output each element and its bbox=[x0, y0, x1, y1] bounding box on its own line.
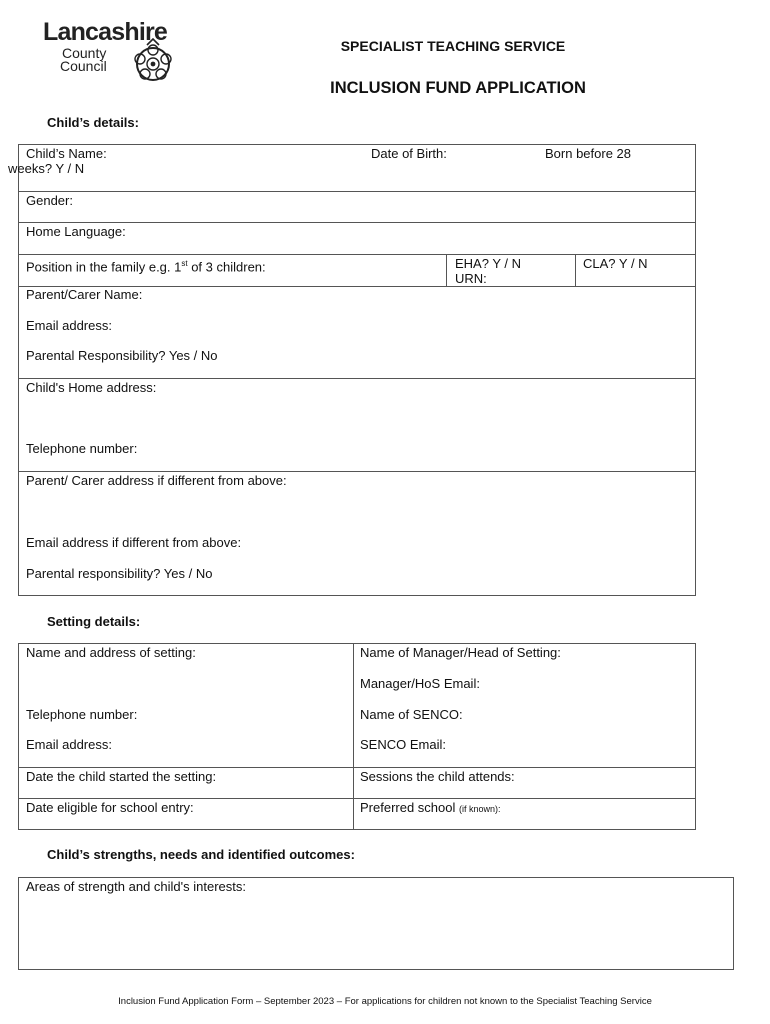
logo-wordmark: Lancashire bbox=[43, 18, 168, 46]
child-details-heading: Child’s details: bbox=[47, 115, 139, 130]
parental-responsibility-field[interactable]: Parental Responsibility? Yes / No bbox=[26, 348, 218, 363]
manager-email-field[interactable]: Manager/HoS Email: bbox=[360, 676, 480, 691]
senco-email-field[interactable]: SENCO Email: bbox=[360, 737, 446, 752]
urn-field[interactable]: URN: bbox=[455, 271, 487, 286]
form-title: INCLUSION FUND APPLICATION bbox=[330, 79, 586, 97]
telephone-field[interactable]: Telephone number: bbox=[26, 441, 138, 456]
setting-details-heading: Setting details: bbox=[47, 614, 141, 629]
born-before-28-label: Born before 28 bbox=[545, 146, 632, 161]
parent-carer-name-field[interactable]: Parent/Carer Name: bbox=[26, 287, 143, 302]
sessions-field[interactable]: Sessions the child attends: bbox=[360, 769, 515, 784]
organisation-name: SPECIALIST TEACHING SERVICE bbox=[340, 38, 566, 54]
strengths-heading: Child’s strengths, needs and identified outcomes: bbox=[47, 847, 355, 862]
home-address-field[interactable]: Child's Home address: bbox=[26, 380, 157, 395]
setting-email-field[interactable]: Email address: bbox=[26, 737, 112, 752]
areas-of-strength-field[interactable]: Areas of strength and child's interests: bbox=[26, 879, 246, 894]
gender-field[interactable]: Gender: bbox=[26, 193, 73, 208]
family-position-field[interactable]: Position in the family e.g. 1st of 3 children: bbox=[26, 259, 266, 275]
carer-email-field[interactable]: Email address if different from above: bbox=[26, 535, 242, 550]
carer-parental-responsibility-field[interactable]: Parental responsibility? Yes / No bbox=[26, 566, 213, 581]
cla-field[interactable]: CLA? Y / N bbox=[583, 256, 648, 271]
date-of-birth-field[interactable]: Date of Birth: bbox=[371, 146, 447, 161]
born-before-28-weeks-field[interactable]: weeks? Y / N bbox=[8, 161, 85, 176]
senco-name-field[interactable]: Name of SENCO: bbox=[360, 707, 463, 722]
logo-sub-council: Council bbox=[60, 58, 107, 74]
preferred-school-field[interactable]: Preferred school (if known): bbox=[360, 800, 501, 815]
start-date-field[interactable]: Date the child started the setting: bbox=[26, 769, 217, 784]
setting-telephone-field[interactable]: Telephone number: bbox=[26, 707, 138, 722]
carer-address-field[interactable]: Parent/ Carer address if different from above: bbox=[26, 473, 287, 488]
home-language-field[interactable]: Home Language: bbox=[26, 224, 126, 239]
school-entry-date-field[interactable]: Date eligible for school entry: bbox=[26, 800, 194, 815]
setting-name-address-field[interactable]: Name and address of setting: bbox=[26, 645, 196, 660]
child-name-field[interactable]: Child’s Name: bbox=[26, 146, 107, 161]
manager-name-field[interactable]: Name of Manager/Head of Setting: bbox=[360, 645, 561, 660]
page-footer: Inclusion Fund Application Form – September 2023 – For applications for children not known to the Specialist Teaching Service bbox=[118, 996, 652, 1007]
child-details-table bbox=[18, 144, 696, 596]
parent-email-field[interactable]: Email address: bbox=[26, 318, 112, 333]
eha-field[interactable]: EHA? Y / N bbox=[455, 256, 521, 271]
logo-sub-county: County bbox=[62, 45, 107, 61]
